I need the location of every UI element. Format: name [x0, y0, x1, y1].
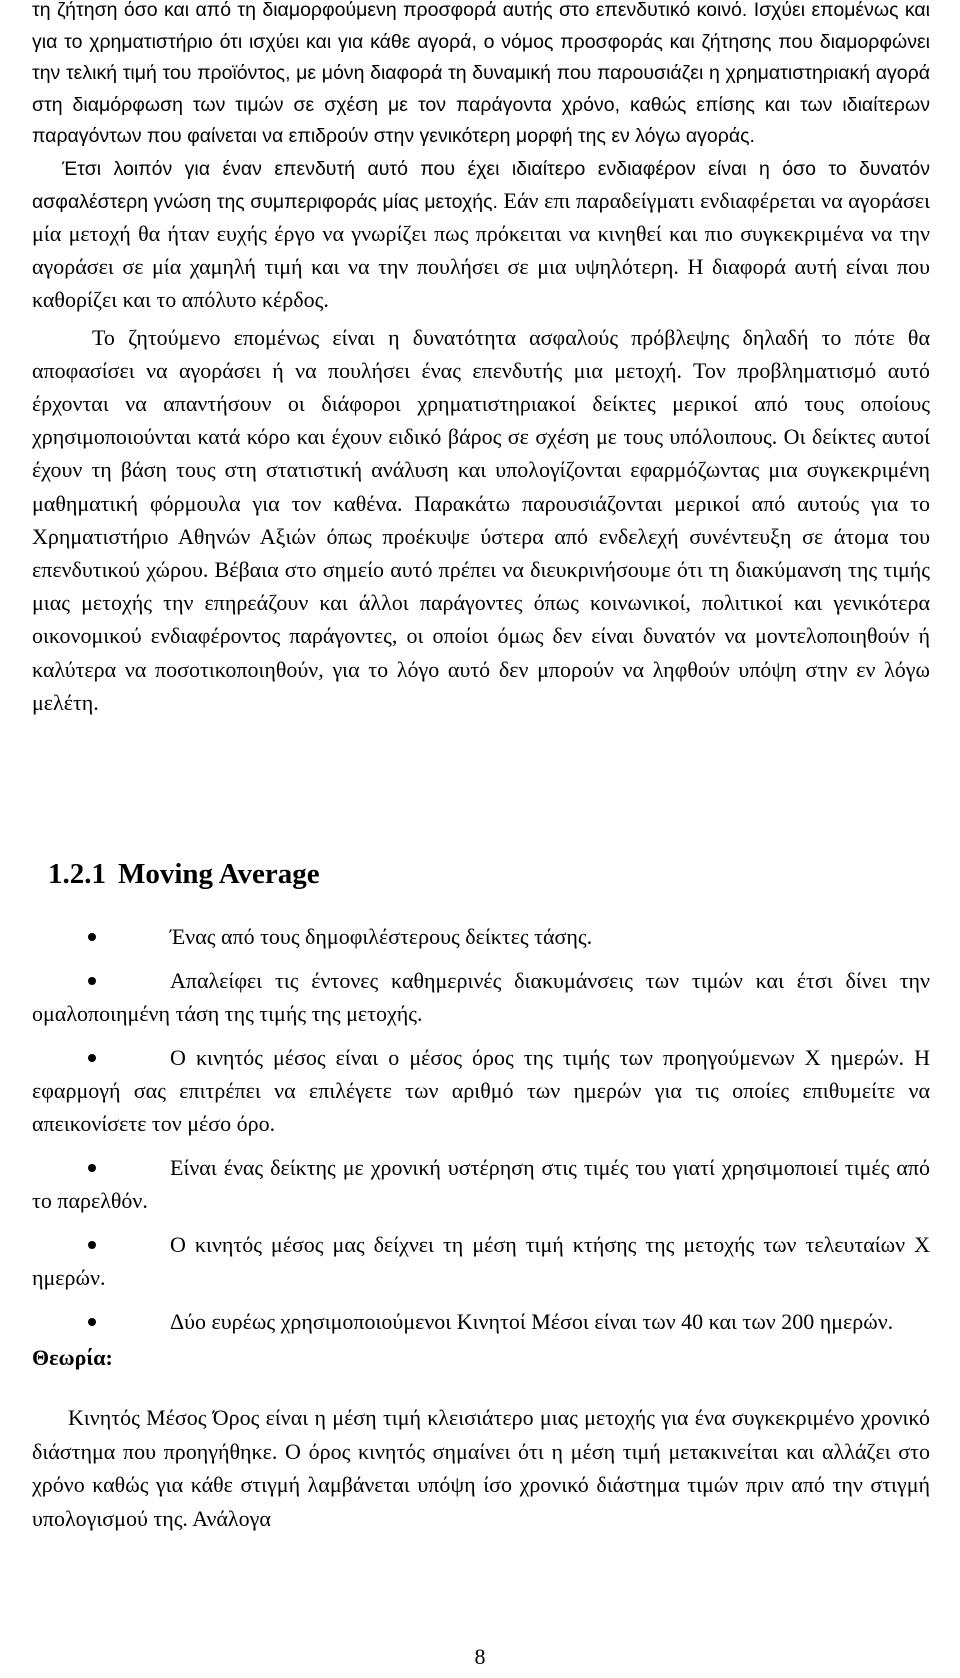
- bullet-dot-icon: [88, 1054, 96, 1062]
- section-number: 1.2.1: [48, 858, 106, 890]
- list-item: [32, 964, 930, 1030]
- bullet-text: Είναι ένας δείκτης με χρονική υστέρηση στις τιμές του γιατί χρησιμοποιεί τιμές από το παρελθόν.: [32, 1155, 930, 1213]
- section-heading: [48, 856, 320, 892]
- bullet-dot-icon: [88, 1241, 96, 1249]
- intro-text: [32, 0, 930, 719]
- intro-paragraph-2: [32, 153, 930, 317]
- bullet-dot-icon: [88, 1164, 96, 1172]
- bullet-dot-icon: [88, 933, 96, 941]
- list-item: [32, 920, 930, 953]
- bullet-text: Απαλείφει τις έντονες καθημερινές διακυμάνσεις των τιμών και έτσι δίνει την ομαλοποιημένη τάση της τιμής της μετοχής.: [32, 968, 930, 1026]
- bullet-dot-icon: [88, 1318, 96, 1326]
- bullet-text: Δύο ευρέως χρησιμοποιούμενοι Κινητοί Μέσοι είναι των 40 και των 200 ημερών.: [170, 1309, 894, 1334]
- intro-paragraph-3-rest: Τον προβληματισμό αυτό έρχονται να απαντήσουν οι διάφοροι χρηματιστηριακοί δείκτες μερικοί από τους οποίους χρησιμοποιούνται κατά κόρο και έχουν ειδικό βάρος σε σχέση με τους υπόλοιπους. Οι δείκτες αυτοί έχουν τη βάση τους στη στατιστική ανάλυση και υπολογίζονται εφαρμόζωντας μια συγκεκριμένη μαθηματική φόρμουλα για τον καθένα. Παρακάτω παρουσιάζονται μερικοί από αυτούς για το Χρηματιστήριο Αθηνών Αξιών όπως προέκυψε ύστερα από ενδελεχή συνέντευξη σε άτομα του επενδυτικού χώρου. Βέβαια στο σημείο αυτό πρέπει να διευκρινήσουμε ότι τη διακύμανση της τιμής μιας μετοχής την επηρεάζουν και άλλοι παράγοντες όπως κοινωνικοί, πολιτικοί και γενικότερα οικονομικού ενδιαφέροντος παράγοντες, οι οποίοι όμως δεν είναι δυνατόν να μοντελοποιηθούν ή καλύτερα να ποσοτικοποιηθούν, για το λόγο αυτό δεν μπορούν να ληφθούν υπόψη στην εν λόγω μελέτη.: [32, 357, 930, 715]
- bullet-text: Ο κινητός μέσος είναι ο μέσος όρος της τιμής των προηγούμενων Χ ημερών. Η εφαρμογή σας επιτρέπει να επιλέγετε των αριθμό των ημερών για τις οποίες επιθυμείτε να απεικονίσετε τον μέσο όρο.: [32, 1045, 930, 1136]
- bullet-text: Ο κινητός μέσος μας δείχνει τη μέση τιμή κτήσης της μετοχής των τελευταίων Χ ημερών.: [32, 1232, 930, 1290]
- page-number: 8: [474, 1644, 486, 1669]
- bullet-text: Ένας από τους δημοφιλέστερους δείκτες τάσης.: [170, 924, 593, 949]
- list-item: [32, 1151, 930, 1217]
- list-item: [32, 1228, 930, 1294]
- bullet-dot-icon: [88, 977, 96, 985]
- intro-paragraph-3-start: Το ζητούμενο επομένως είναι η δυνατότητα ασφαλούς πρόβλεψης δηλαδή το πότε θα αποφασίσει να αγοράσει ή να πουλήσει ένας επενδυτής μια μετοχή.: [32, 324, 930, 383]
- bullet-list: [32, 920, 930, 1349]
- intro-paragraph-2-sans: Έτσι λοιπόν για έναν επενδυτή αυτό που έχει ιδιαίτερο ενδιαφέρον είναι η όσο το δυνατόν ασφαλέστερη γνώση της συμπεριφοράς μίας μετοχής.: [32, 157, 930, 213]
- list-item: [32, 1305, 930, 1338]
- theory-heading: Θεωρία:: [32, 1345, 113, 1370]
- section-title: Moving Average: [118, 858, 320, 890]
- intro-paragraph-2-serif: Εάν επι παραδείγματι ενδιαφέρεται να αγοράσει μία μετοχή θα ήταν ευχής έργο να γνωρίζει πως πρόκειται να κινηθεί και πιο συγκεκριμένα να την αγοράσει σε μία χαμηλή τιμή και να την πουλήσει σε μια υψηλότερη. Η διαφορά αυτή είναι που καθορίζει και το απόλυτο κέρδος.: [32, 187, 931, 312]
- intro-paragraph-1: τη ζήτηση όσο και από τη διαμορφούμενη προσφορά αυτής στο επενδυτικό κοινό. Ισχύει επομένως και για το χρηματιστήριο ότι ισχύει και για κάθε αγορά, ο νόμος προσφοράς και ζήτησης που διαμορφώνει την τελική τιμή του προϊόντος, με μόνη διαφορά τη δυναμική που παρουσιάζει η χρηματιστηριακή αγορά στη διαμόρφωση των τιμών σε σχέση με τον παράγοντα χρόνο, καθώς επίσης και των ιδιαίτερων παραγόντων που φαίνεται να επιδρούν στην γενικότερη μορφή της εν λόγω αγοράς.: [32, 0, 930, 147]
- intro-paragraph-3: [32, 321, 930, 719]
- theory-paragraph: Κινητός Μέσος Όρος είναι η μέση τιμή κλεισιάτερο μιας μετοχής για ένα συγκεκριμένο χρονικό διάστημα που προηγήθηκε. Ο όρος κινητός σημαίνει ότι η μέση τιμή μετακινείται και αλλάζει στο χρόνο καθώς για κάθε στιγμή λαμβάνεται υπόψη ίσο χρονικό διάστημα τιμών πριν από την στιγμή υπολογισμού της. Ανάλογα: [32, 1405, 930, 1531]
- list-item: [32, 1041, 930, 1140]
- theory-section: [32, 1401, 930, 1535]
